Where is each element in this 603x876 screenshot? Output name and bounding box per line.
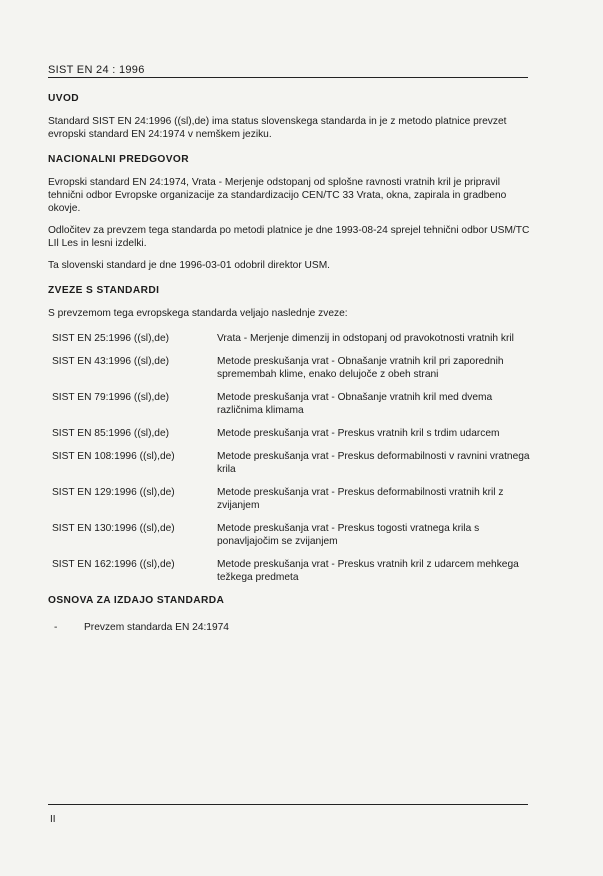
reference-title: Metode preskušanja vrat - Preskus vratnih kril z udarcem mehkega težkega predmeta bbox=[217, 559, 519, 583]
reference-title: Metode preskušanja vrat - Preskus togosti vratnega krila s ponavljajočim se zvijanjem bbox=[217, 523, 480, 547]
footer-rule bbox=[48, 804, 528, 805]
reference-title: Metode preskušanja vrat - Obnašanje vratnih kril pri zaporednih spremembah klime, enako delujoče z obeh strani bbox=[217, 356, 504, 380]
reference-title: Vrata - Merjenje dimenzij in odstopanj od pravokotnosti vratnih kril bbox=[217, 333, 514, 344]
list-item-text: Prevzem standarda EN 24:1974 bbox=[84, 622, 229, 633]
reference-title: Metode preskušanja vrat - Obnašanje vratnih kril med dvema različnima klimama bbox=[217, 392, 493, 416]
predgovor-paragraph: Odločitev za prevzem tega standarda po metodi platnice je dne 1993-08-24 sprejel tehnični odbor USM/TC LIl Les in lesni izdelki. bbox=[48, 225, 530, 249]
reference-row bbox=[52, 332, 533, 345]
page-number: II bbox=[50, 814, 56, 825]
predgovor-paragraph: Ta slovenski standard je dne 1996-03-01 odobril direktor USM. bbox=[48, 260, 331, 271]
reference-row bbox=[52, 427, 533, 440]
header-rule bbox=[48, 77, 528, 78]
reference-row bbox=[52, 391, 533, 417]
page-content bbox=[48, 92, 533, 634]
reference-code: SIST EN 130:1996 ((sl),de) bbox=[52, 523, 175, 534]
reference-code: SIST EN 85:1996 ((sl),de) bbox=[52, 428, 170, 439]
reference-title: Metode preskušanja vrat - Preskus vratnih kril s trdim udarcem bbox=[217, 428, 500, 439]
reference-row bbox=[52, 522, 533, 548]
section-heading-uvod: UVOD bbox=[48, 93, 80, 104]
bullet-dash: - bbox=[54, 622, 58, 633]
reference-row bbox=[52, 355, 533, 381]
reference-code: SIST EN 108:1996 ((sl),de) bbox=[52, 451, 175, 462]
reference-code: SIST EN 79:1996 ((sl),de) bbox=[52, 392, 170, 403]
reference-title: Metode preskušanja vrat - Preskus deformabilnosti vratnih kril z zvijanjem bbox=[217, 487, 504, 511]
page-header: SIST EN 24 : 1996 bbox=[48, 64, 145, 76]
section-heading-predgovor: NACIONALNI PREDGOVOR bbox=[48, 154, 190, 165]
reference-row bbox=[52, 486, 533, 512]
predgovor-paragraph: Evropski standard EN 24:1974, Vrata - Merjenje odstopanj od splošne ravnosti vratnih kril je pripravil tehnični odbor Evropske organizacije za standardizacijo CEN/TC 33 Vrata, okna, zapirala in gradbeno okovje. bbox=[48, 177, 507, 214]
reference-title: Metode preskušanja vrat - Preskus deformabilnosti v ravnini vratnega krila bbox=[217, 451, 530, 475]
zveze-intro: S prevzemom tega evropskega standarda veljajo naslednje zveze: bbox=[48, 308, 348, 319]
reference-row bbox=[52, 450, 533, 476]
reference-code: SIST EN 162:1996 ((sl),de) bbox=[52, 559, 175, 570]
section-heading-osnova: OSNOVA ZA IZDAJO STANDARDA bbox=[48, 595, 225, 606]
list-item bbox=[54, 621, 533, 634]
reference-row bbox=[52, 558, 533, 584]
reference-code: SIST EN 129:1996 ((sl),de) bbox=[52, 487, 175, 498]
reference-code: SIST EN 43:1996 ((sl),de) bbox=[52, 356, 170, 367]
uvod-paragraph: Standard SIST EN 24:1996 ((sl),de) ima status slovenskega standarda in je z metodo platnice prevzet evropski standard EN 24:1974 v nemškem jeziku. bbox=[48, 116, 507, 140]
section-heading-zveze: ZVEZE S STANDARDI bbox=[48, 285, 160, 296]
reference-code: SIST EN 25:1996 ((sl),de) bbox=[52, 333, 170, 344]
standards-reference-list bbox=[52, 332, 533, 584]
